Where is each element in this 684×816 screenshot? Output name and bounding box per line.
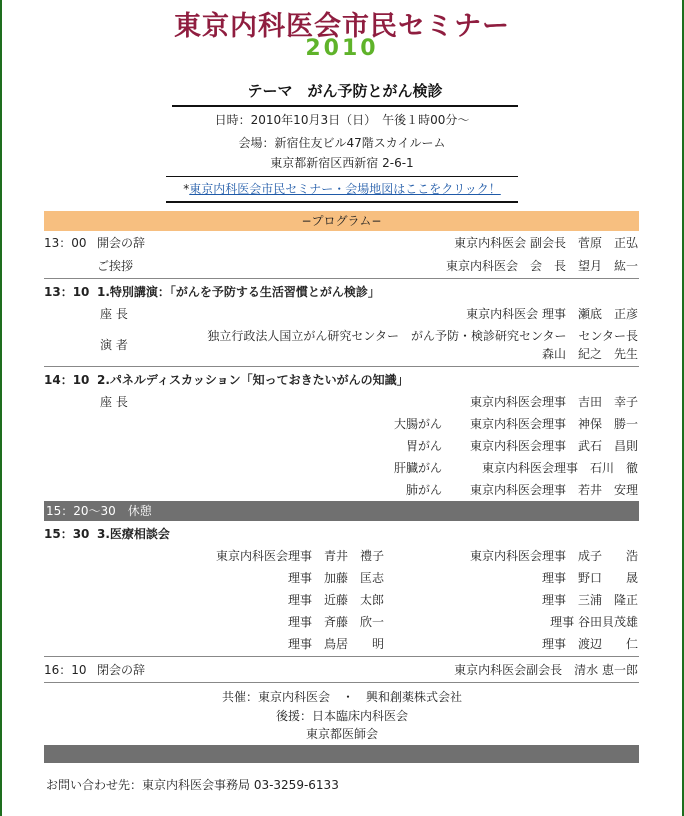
panel-topic: 胃がん [405, 439, 442, 453]
break-label: 15：20〜30 休憩 [46, 504, 152, 518]
closing-time: 16：10 [44, 663, 87, 677]
consult-doctor-left: 理事 近藤 太郎 [287, 593, 384, 607]
lecture-speaker-label: 演 者 [100, 338, 128, 352]
panel-panelist: 東京内科医会理事 神保 勝一 [469, 417, 638, 431]
divider [44, 656, 639, 657]
consult-doctor-right: 理事 渡辺 仁 [541, 637, 638, 651]
map-link-box [166, 176, 518, 203]
opening-title: 開会の辞 [97, 236, 146, 250]
panel-panelist: 東京内科医会理事 石川 徹 [481, 461, 638, 475]
panel-topic: 肝臓がん [393, 461, 442, 475]
greeting-speaker: 東京内科医会 会 長 望月 紘一 [445, 259, 638, 273]
seminar-year: 2010 [305, 36, 379, 61]
panel-chair-label: 座 長 [100, 395, 128, 409]
panel-topic: 肺がん [405, 483, 442, 497]
panel-panelist: 東京内科医会理事 若井 安理 [469, 483, 638, 497]
map-link-prefix: * [183, 182, 190, 196]
map-link[interactable]: 東京内科医会市民セミナー・会場地図はここをクリック！ [189, 182, 501, 196]
event-address: 東京都新宿区西新宿 2-6-1 [270, 156, 414, 170]
divider [44, 682, 639, 683]
support-text-2: 東京都医師会 [305, 727, 378, 741]
consult-doctor-left: 理事 斉藤 欣一 [287, 615, 384, 629]
consult-time: 15：30 [44, 527, 90, 541]
seminar-title: 東京内科医会市民セミナー [174, 11, 510, 42]
consult-title: 3.医療相談会 [97, 527, 170, 541]
contact-text: お問い合わせ先：東京内科医会事務局 03-3259-6133 [46, 778, 339, 792]
consult-doctor-right: 理事 谷田貝茂雄 [550, 615, 638, 629]
consult-doctor-right: 東京内科医会理事 成子 浩 [469, 549, 638, 563]
closing-speaker: 東京内科医会副会長 清水 恵一郎 [454, 663, 638, 677]
event-venue: 会場：新宿住友ビル47階スカイルーム [238, 136, 446, 150]
program-heading-bar [44, 211, 639, 231]
consult-doctor-right: 理事 三浦 隆正 [541, 593, 638, 607]
panel-topic: 大腸がん [393, 417, 442, 431]
divider [44, 278, 639, 279]
lecture-speaker-org: 独立行政法人国立がん研究センター がん予防・検診研究センター センター長 [207, 329, 638, 343]
event-date: 日時：2010年10月3日（日） 午後１時00分〜 [214, 113, 470, 127]
opening-speaker: 東京内科医会 副会長 菅原 正弘 [454, 236, 638, 250]
consult-doctor-left: 東京内科医会理事 青井 禮子 [215, 549, 384, 563]
program-heading: −プログラム− [301, 214, 382, 228]
lecture-chair: 東京内科医会 理事 瀬底 正彦 [466, 307, 638, 321]
panel-time: 14：10 [44, 373, 90, 387]
panel-panelist: 東京内科医会理事 武石 昌則 [469, 439, 638, 453]
lecture-title: 1.特別講演：「がんを予防する生活習慣とがん検診」 [97, 285, 380, 299]
lecture-time: 13：10 [44, 285, 90, 299]
consult-doctor-left: 理事 加藤 匡志 [287, 571, 384, 585]
consult-doctor-left: 理事 鳥居 明 [287, 637, 384, 651]
footer-bar [44, 745, 639, 763]
closing-title: 閉会の辞 [97, 663, 146, 677]
consult-doctor-right: 理事 野口 晟 [541, 571, 638, 585]
greeting-label: ご挨拶 [97, 259, 134, 273]
theme-heading: テーマ がん予防とがん検診 [172, 80, 518, 107]
panel-title: 2.パネルディスカッション「知っておきたいがんの知識」 [97, 373, 409, 387]
opening-time: 13：00 [44, 236, 87, 250]
panel-chair: 東京内科医会理事 吉田 幸子 [469, 395, 638, 409]
support-text: 後援：日本臨床内科医会 [275, 709, 408, 723]
lecture-speaker-name: 森山 紀之 先生 [541, 347, 638, 361]
cohost-text: 共催：東京内科医会 ・ 興和創薬株式会社 [221, 690, 462, 704]
break-bar [44, 501, 639, 521]
lecture-chair-label: 座 長 [100, 307, 128, 321]
divider [44, 366, 639, 367]
